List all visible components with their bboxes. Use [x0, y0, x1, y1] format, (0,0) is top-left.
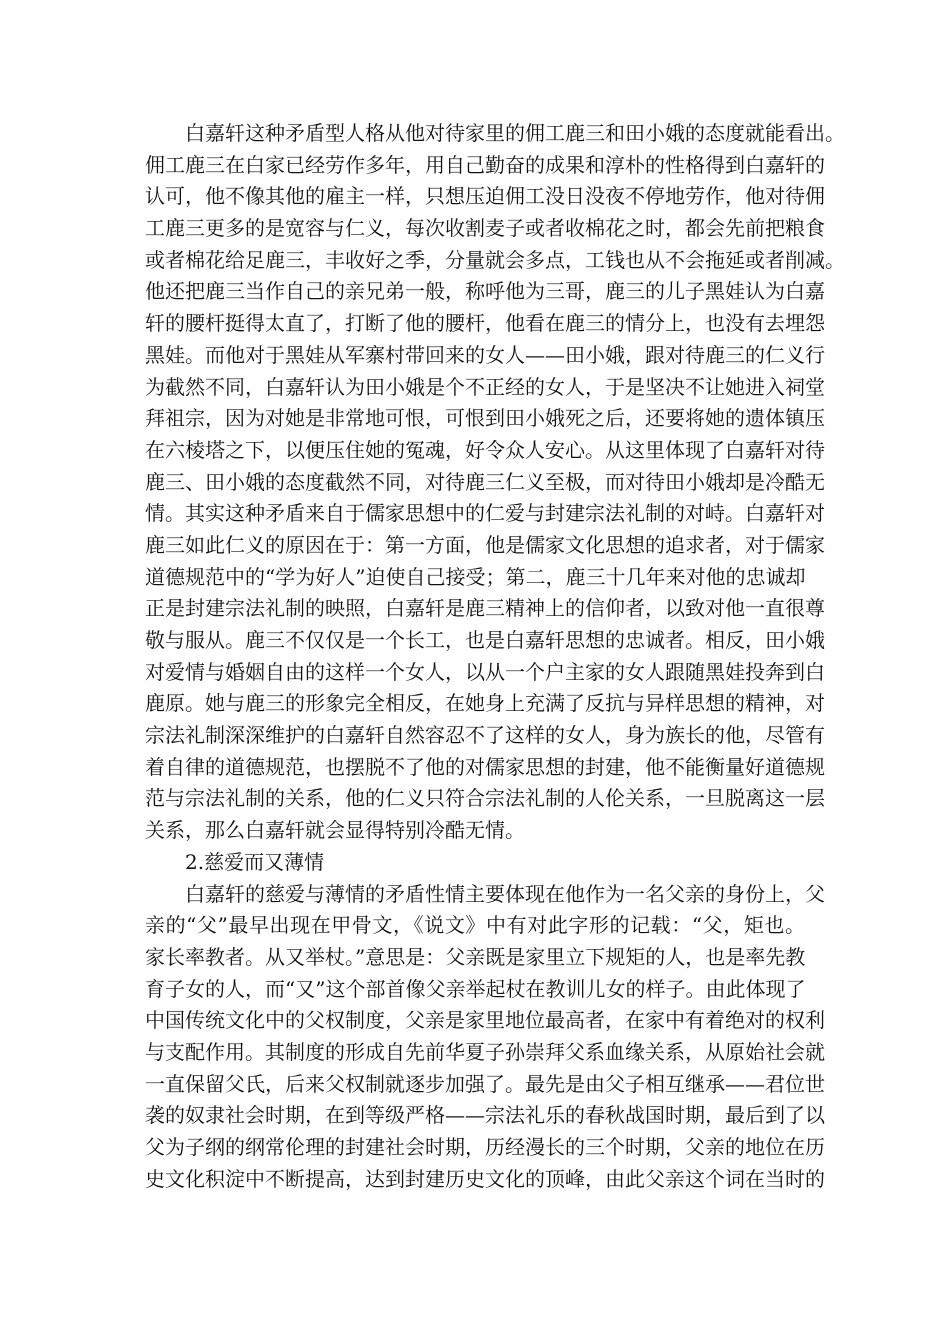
text-line: 鹿三如此仁义的原因在于：第一方面，他是儒家文化思想的追求者，对于儒家 [145, 532, 825, 557]
text-line: 家长率教者。从又举杖。”意思是：父亲既是家里立下规矩的人，也是率先教 [145, 944, 806, 969]
text-line: 在六棱塔之下，以便压住她的冤魂，好令众人安心。从这里体现了白嘉轩对待 [145, 437, 825, 462]
text-line: 一直保留父氏，后来父权制就逐步加强了。最先是由父子相互继承——君位世 [145, 1071, 825, 1096]
text-line: 他还把鹿三当作自己的亲兄弟一般，称呼他为三哥，鹿三的儿子黑娃认为白嘉 [145, 279, 825, 304]
text-line: 佣工鹿三在白家已经劳作多年，用自己勤奋的成果和淳朴的性格得到白嘉轩的 [145, 152, 825, 177]
text-line: 育子女的人，而“又”这个部首像父亲举起杖在教训儿女的样子。由此体现了 [145, 976, 806, 1001]
text-line: 为截然不同，白嘉轩认为田小娥是个不正经的女人，于是坚决不让她进入祠堂 [145, 374, 825, 399]
text-line: 情。其实这种矛盾来自于儒家思想中的仁爱与封建宗法礼制的对峙。白嘉轩对 [145, 501, 825, 526]
text-line: 袭的奴隶社会时期，在到等级严格——宗法礼乐的春秋战国时期，最后到了以 [145, 1103, 825, 1128]
text-line: 父为子纲的纲常伦理的封建社会时期，历经漫长的三个时期，父亲的地位在历 [145, 1135, 825, 1159]
text-line: 中国传统文化中的父权制度，父亲是家里地位最高者，在家中有着绝对的权利 [145, 1008, 825, 1033]
document-body [145, 118, 845, 1195]
text-line: 宗法礼制深深维护的白嘉轩自然容忍不了这样的女人，身为族长的他，尽管有 [145, 723, 825, 748]
text-line: 白嘉轩的慈爱与薄情的矛盾性情主要体现在他作为一名父亲的身份上，父 [185, 881, 825, 906]
text-line: 鹿三、田小娥的态度截然不同，对待鹿三仁义至极，而对待田小娥却是冷酷无 [145, 469, 825, 494]
text-line: 白嘉轩这种矛盾型人格从他对待家里的佣工鹿三和田小娥的态度就能看出。 [185, 121, 845, 145]
text-line: 认可，他不像其他的雇主一样，只想压迫佣工没日没夜不停地劳作，他对待佣 [145, 184, 825, 209]
text-line: 与支配作用。其制度的形成自先前华夏子孙崇拜父系血缘关系，从原始社会就 [145, 1039, 825, 1064]
text-line: 敬与服从。鹿三不仅仅是一个长工，也是白嘉轩思想的忠诚者。相反，田小娥 [145, 628, 825, 652]
text-line: 史文化积淀中不断提高，达到封建历史文化的顶峰，由此父亲这个词在当时的 [145, 1166, 825, 1191]
text-line: 对爱情与婚姻自由的这样一个女人，以从一个户主家的女人跟随黑娃投奔到白 [145, 659, 825, 684]
text-line: 或者棉花给足鹿三，丰收好之季，分量就会多点，工钱也从不会拖延或者削减。 [145, 247, 845, 272]
paragraph-2 [145, 879, 825, 1196]
section-heading: 2.慈爱而又薄情 [185, 849, 325, 874]
text-line: 关系，那么白嘉轩就会显得特别冷酷无情。 [145, 818, 525, 843]
text-line: 着自律的道德规范，也摆脱不了他的对儒家思想的封建，他不能衡量好道德规 [145, 754, 825, 779]
text-line: 工鹿三更多的是宽容与仁义，每次收割麦子或者收棉花之时，都会先前把粮食 [145, 216, 825, 241]
text-line: 鹿原。她与鹿三的形象完全相反，在她身上充满了反抗与异样思想的精神，对 [145, 691, 825, 716]
text-line: 拜祖宗，因为对她是非常地可恨，可恨到田小娥死之后，还要将她的遗体镇压 [145, 406, 825, 431]
text-line: 正是封建宗法礼制的映照，白嘉轩是鹿三精神上的信仰者，以致对他一直很尊 [145, 596, 825, 621]
text-line: 道德规范中的“学为好人”迫使自己接受；第二，鹿三十几年来对他的忠诚却 [145, 564, 806, 589]
paragraph-1 [145, 118, 845, 847]
text-line: 黑娃。而他对于黑娃从军寨村带回来的女人——田小娥，跟对待鹿三的仁义行 [145, 342, 825, 367]
text-line: 范与宗法礼制的关系，他的仁义只符合宗法礼制的人伦关系，一旦脱离这一层 [145, 786, 825, 811]
text-line: 亲的“父”最早出现在甲骨文，《说文》中有对此字形的记载：“父，矩也。 [145, 913, 805, 938]
text-line: 轩的腰杆挺得太直了，打断了他的腰杆，他看在鹿三的情分上，也没有去埋怨 [145, 311, 825, 336]
